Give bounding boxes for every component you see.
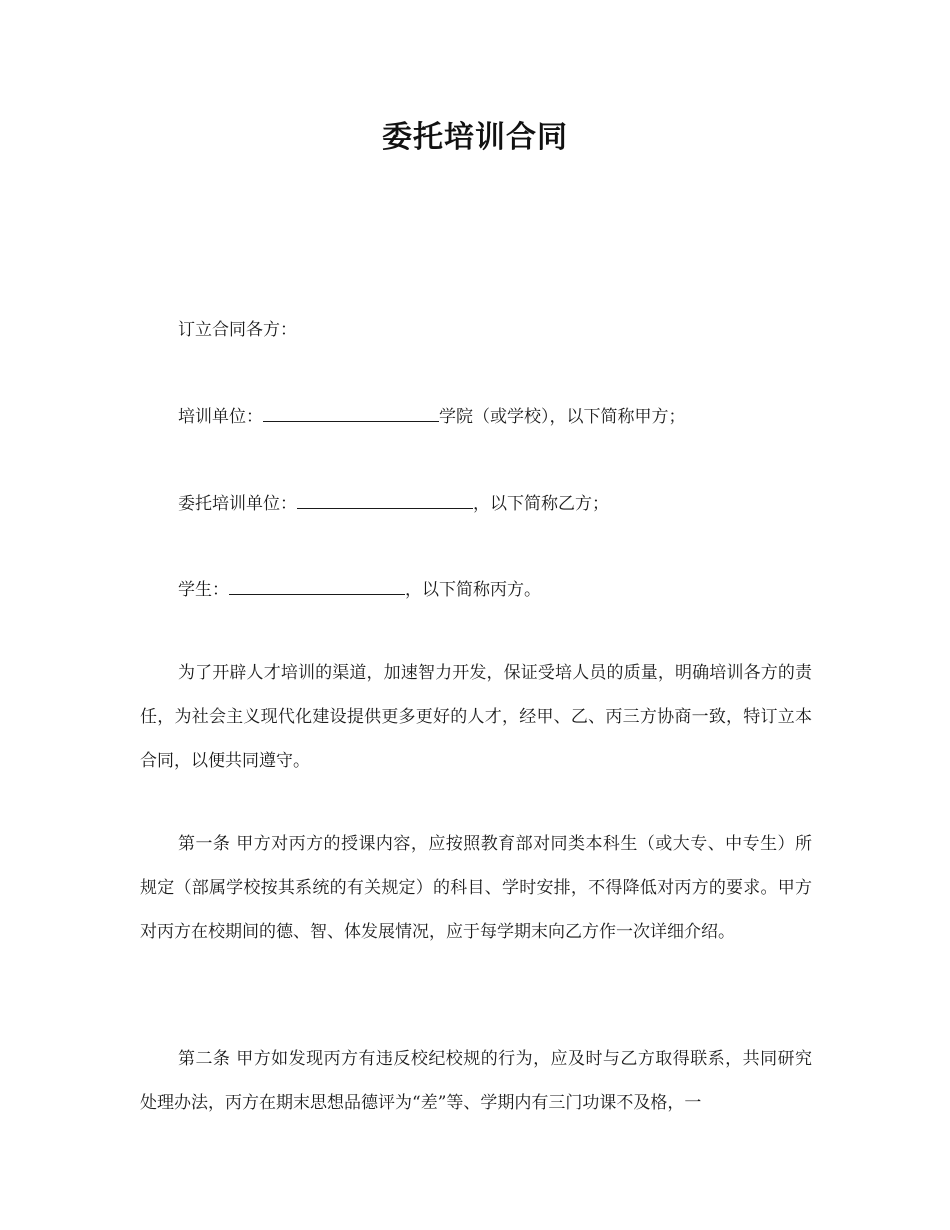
- party-b-suffix: ，以下简称乙方；: [473, 494, 609, 514]
- party-a-blank: [263, 405, 439, 422]
- party-a-label: 培训单位：: [178, 407, 263, 427]
- party-a-line: [178, 405, 686, 427]
- party-c-label: 学生：: [178, 580, 229, 600]
- party-b-line: [178, 492, 609, 514]
- party-b-blank: [297, 492, 473, 509]
- document-title: 委托培训合同: [382, 120, 568, 155]
- party-c-line: [178, 578, 541, 600]
- party-c-blank: [229, 578, 405, 595]
- article-2-paragraph: 第二条 甲方如发现丙方有违反校纪校规的行为，应及时与乙方取得联系，共同研究处理办法，丙方在期末思想品德评为“差”等、学期内有三门功课不及格，一: [140, 1049, 812, 1113]
- party-a-suffix: 学院（或学校），以下简称甲方；: [439, 407, 686, 427]
- party-b-label: 委托培训单位：: [178, 494, 297, 514]
- preamble-paragraph: 为了开辟人才培训的渠道，加速智力开发，保证受培人员的质量，明确培训各方的责任，为社会主义现代化建设提供更多更好的人才，经甲、乙、丙三方协商一致，特订立本合同，以便共同遵守。: [140, 663, 812, 771]
- parties-intro: 订立合同各方：: [178, 320, 297, 340]
- article-1-paragraph: 第一条 甲方对丙方的授课内容，应按照教育部对同类本科生（或大专、中专生）所规定（部属学校按其系统的有关规定）的科目、学时安排，不得降低对丙方的要求。甲方对丙方在校期间的德、智、体发展情况，应于每学期末向乙方作一次详细介绍。: [140, 834, 812, 942]
- party-c-suffix: ，以下简称丙方。: [405, 580, 541, 600]
